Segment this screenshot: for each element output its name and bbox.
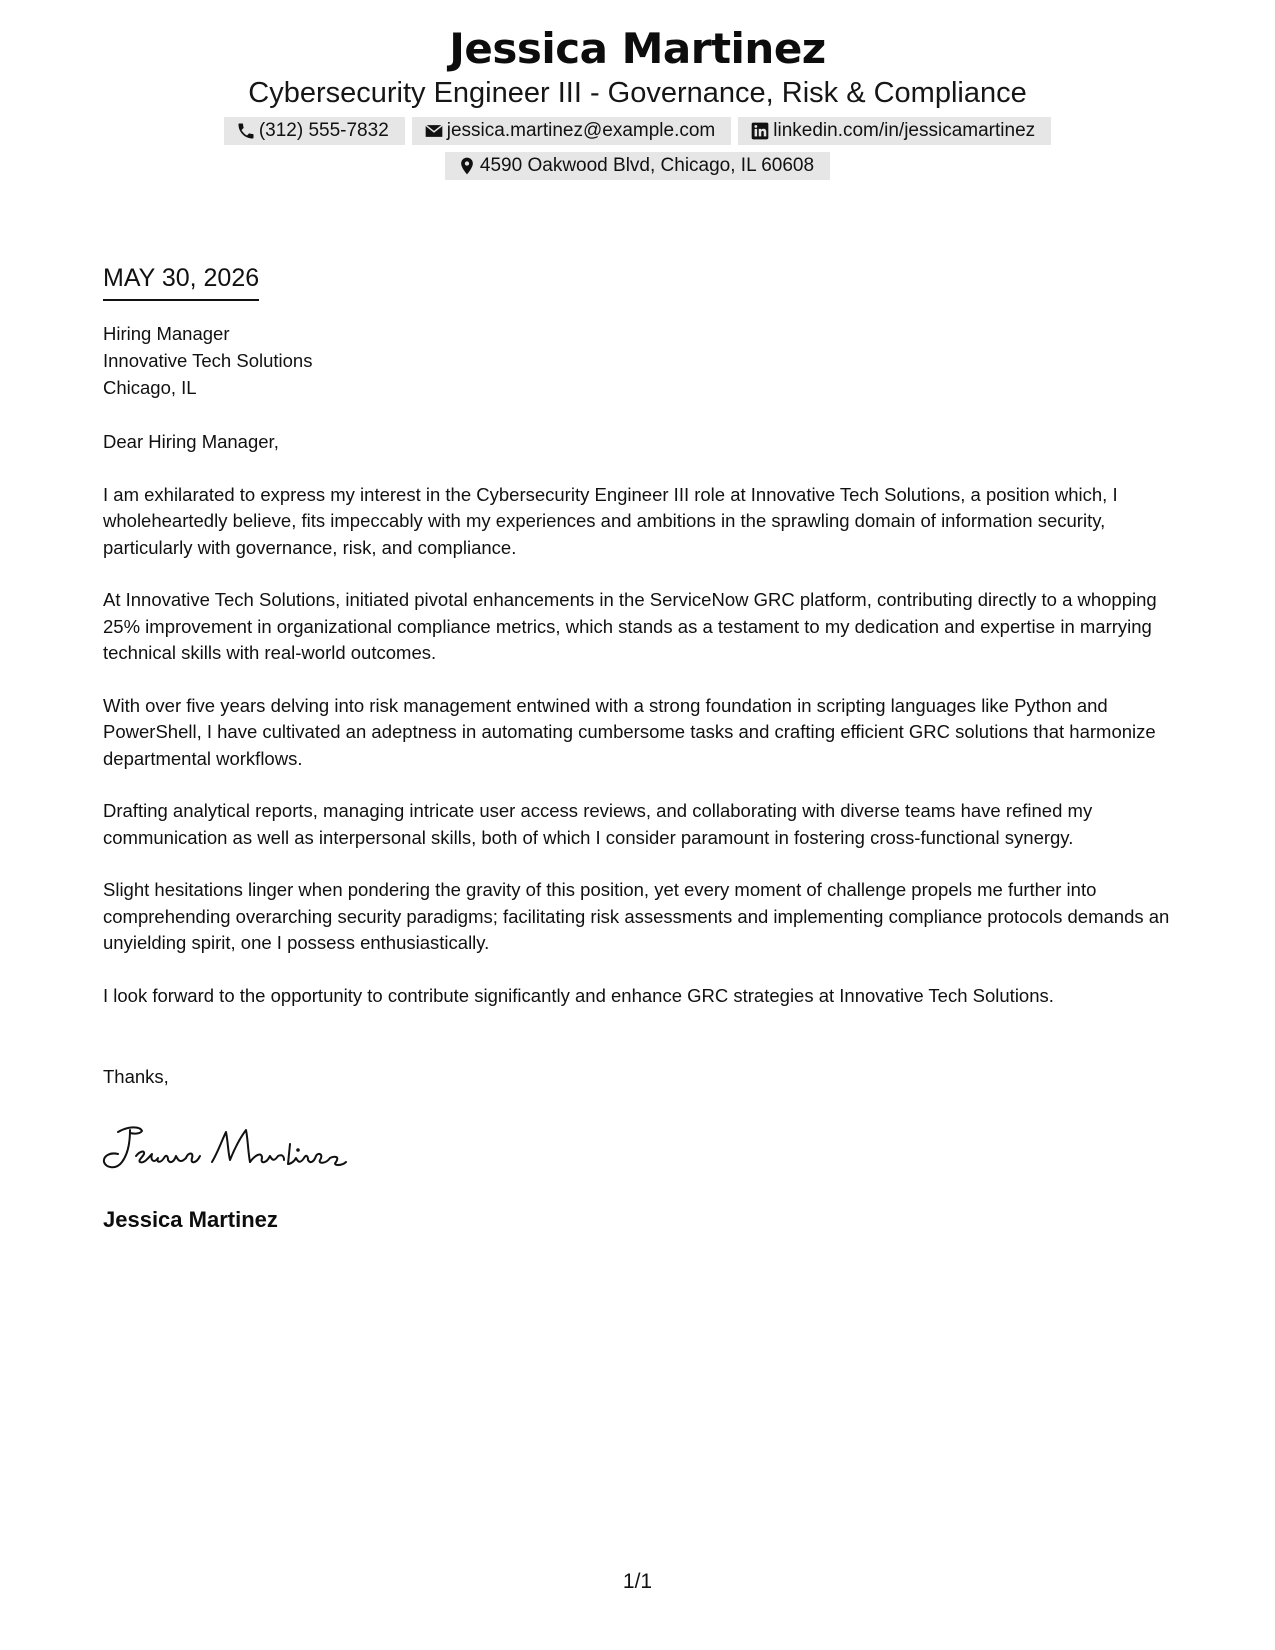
linkedin-text: linkedin.com/in/jessicamartinez <box>773 120 1036 141</box>
letter-header <box>0 22 1275 180</box>
email-text: jessica.martinez@example.com <box>446 120 716 141</box>
address-text: 4590 Oakwood Blvd, Chicago, IL 60608 <box>479 155 815 176</box>
contact-phone[interactable] <box>224 117 405 145</box>
contact-linkedin[interactable] <box>738 117 1051 145</box>
body-paragraph: With over five years delving into risk management entwined with a strong foundation in scripting languages like Python and PowerShell, I have cultivated an adeptness in automating cumbersome tasks and crafting efficient GRC solutions that harmonize departmental workflows. <box>103 694 1156 769</box>
applicant-title: Cybersecurity Engineer III - Governance, Risk & Compliance <box>248 77 1027 109</box>
recipient-company: Innovative Tech Solutions <box>103 350 313 371</box>
applicant-name: Jessica Martinez <box>449 24 826 73</box>
body-paragraph: Slight hesitations linger when pondering the gravity of this position, yet every moment of challenge propels me further into comprehending overarching security paradigms; facilitating risk assessments and implementing compliance protocols demands an unyielding spirit, one I possess enthusiastically. <box>103 879 1170 953</box>
recipient-location: Chicago, IL <box>103 377 197 398</box>
body-paragraph: At Innovative Tech Solutions, initiated pivotal enhancements in the ServiceNow GRC platform, contributing directly to a whopping 25% improvement in organizational compliance metrics, which stands as a testament to my dedication and expertise in marrying technical skills with real-world outcomes. <box>103 589 1157 663</box>
body-paragraph: I am exhilarated to express my interest in the Cybersecurity Engineer III role at Innovative Tech Solutions, a position which, I wholeheartedly believe, fits impeccably with my experiences and ambitions in the sprawling domain of information security, particularly with governance, risk, and compliance. <box>103 483 1118 558</box>
closing: Thanks, <box>103 1066 169 1087</box>
letter-date: MAY 30, 2026 <box>103 263 259 301</box>
letter-body <box>103 429 1178 1035</box>
handwritten-signature <box>100 1118 370 1178</box>
body-paragraph: I look forward to the opportunity to contribute significantly and enhance GRC strategies at Innovative Tech Solutions. <box>103 984 1054 1006</box>
contact-address[interactable] <box>445 152 830 180</box>
envelope-icon <box>424 121 444 141</box>
signed-name: Jessica Martinez <box>103 1207 278 1232</box>
map-marker-icon <box>457 156 477 176</box>
recipient-title: Hiring Manager <box>103 323 230 344</box>
phone-text: (312) 555-7832 <box>258 120 389 141</box>
contact-row-primary <box>0 117 1275 145</box>
recipient-block <box>103 320 312 401</box>
salutation: Dear Hiring Manager, <box>103 431 279 452</box>
page-number: 1/1 <box>622 1570 653 1593</box>
phone-icon <box>236 121 256 141</box>
contact-email[interactable] <box>412 117 732 145</box>
linkedin-icon <box>750 121 770 141</box>
contact-row-secondary <box>0 152 1275 180</box>
body-paragraph: Drafting analytical reports, managing intricate user access reviews, and collaborating with diverse teams have refined my communication as well as interpersonal skills, both of which I consider paramount in fostering cross-functional synergy. <box>103 800 1093 848</box>
